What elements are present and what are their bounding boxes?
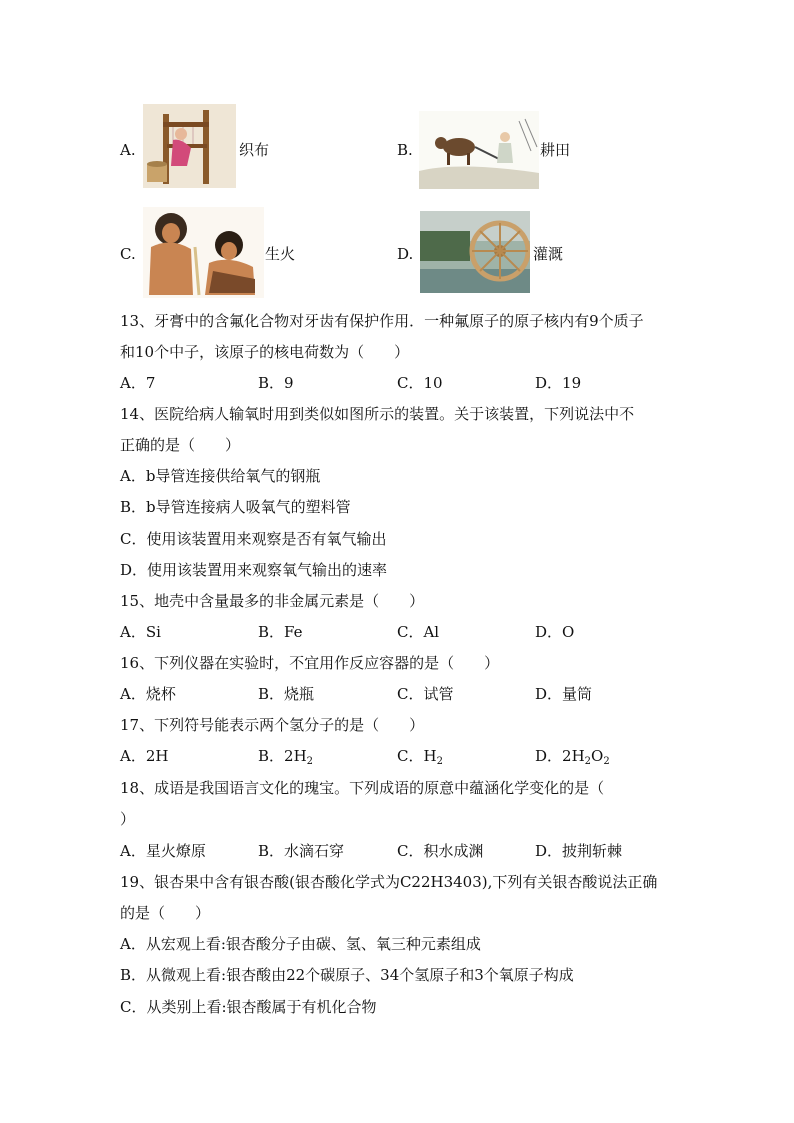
option-b-letter: B. <box>397 141 413 159</box>
q19-option-a: A．从宏观上看:银杏酸分子由碳、氢、氧三种元素组成 <box>120 935 481 953</box>
q14-option-c: C．使用该装置用来观察是否有氧气输出 <box>120 530 387 548</box>
primitive-fire-making-image <box>143 207 264 298</box>
q14-option-d: D．使用该装置用来观察氧气输出的速率 <box>120 561 388 579</box>
option-d-letter: D. <box>397 245 414 263</box>
q19-stem-line2: 的是（ ） <box>120 904 211 922</box>
q17-stem: 17、下列符号能表示两个氢分子的是（ ） <box>120 716 425 734</box>
option-b-caption: 耕田 <box>540 141 571 159</box>
q14-stem-line2: 正确的是（ ） <box>120 436 241 454</box>
q13-option-d: D．19 <box>535 374 582 392</box>
q19-stem-line1: 19、银杏果中含有银杏酸(银杏酸化学式为C22H3403),下列有关银杏酸说法正确 <box>120 873 658 891</box>
q16-option-b: B．烧瓶 <box>258 685 315 703</box>
q16-option-c: C．试管 <box>397 685 454 703</box>
q14-option-b: B．b导管连接病人吸氧气的塑料管 <box>120 498 351 516</box>
q15-option-c: C．Al <box>397 623 440 641</box>
waterwheel-irrigation-image <box>420 211 530 293</box>
q15-option-d: D．O <box>535 623 575 641</box>
option-d-caption: 灌溉 <box>533 245 564 263</box>
q13-stem-line2: 和10个中子，该原子的核电荷数为（ ） <box>120 343 410 361</box>
q16-option-a: A．烧杯 <box>120 685 176 703</box>
q14-option-a: A．b导管连接供给氧气的钢瓶 <box>120 467 321 485</box>
ox-plowing-image <box>419 111 539 189</box>
q18-stem-line1: 18、成语是我国语言文化的瑰宝。下列成语的原意中蕴涵化学变化的是（ <box>120 779 605 797</box>
q18-stem-line2: ） <box>120 810 136 828</box>
q17-option-c: C．$H_2$ <box>397 747 443 767</box>
q15-option-b: B．Fe <box>258 623 303 641</box>
option-c-letter: C. <box>120 245 136 263</box>
q19-option-b: B．从微观上看:银杏酸由22个碳原子、34个氢原子和3个氧原子构成 <box>120 966 574 984</box>
q14-stem-line1: 14、医院给病人输氧时用到类似如图所示的装置。关于该装置，下列说法中不 <box>120 405 635 423</box>
q18-option-a: A．星火燎原 <box>120 842 206 860</box>
q13-option-b: B．9 <box>258 374 294 392</box>
option-a-letter: A. <box>120 141 136 159</box>
q13-option-a: A．7 <box>120 374 156 392</box>
q16-option-d: D．量筒 <box>535 685 593 703</box>
option-a-caption: 织布 <box>239 141 270 159</box>
q16-stem: 16、下列仪器在实验时，不宜用作反应容器的是（ ） <box>120 654 500 672</box>
q19-option-c: C．从类别上看:银杏酸属于有机化合物 <box>120 998 377 1016</box>
q17-option-a: A．2H <box>120 747 169 765</box>
q13-stem-line1: 13、牙膏中的含氟化合物对牙齿有保护作用．一种氟原子的原子核内有9个质子 <box>120 312 644 330</box>
weaving-loom-image <box>143 104 236 188</box>
q18-option-b: B．水滴石穿 <box>258 842 345 860</box>
q18-option-c: C．积水成渊 <box>397 842 484 860</box>
q15-option-a: A．Si <box>120 623 161 641</box>
option-c-caption: 生火 <box>265 245 296 263</box>
q18-option-d: D．披荆斩棘 <box>535 842 623 860</box>
q17-option-d: D．$2H_2O_2$ <box>535 747 610 767</box>
q15-stem: 15、地壳中含量最多的非金属元素是（ ） <box>120 592 425 610</box>
q13-option-c: C．10 <box>397 374 443 392</box>
q17-option-b: B．$2H_2$ <box>258 747 314 767</box>
